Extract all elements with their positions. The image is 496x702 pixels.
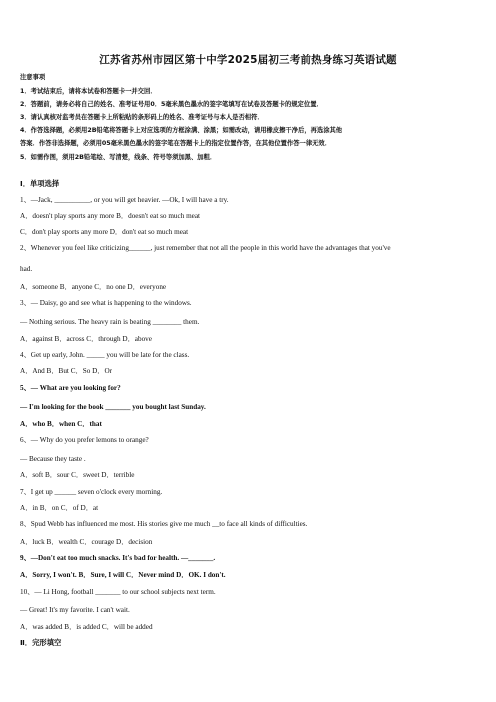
question-line: 10、— Li Hong, football _______ to our school subjects next term. (20, 588, 216, 596)
note-line: 答案．作答非选择题，必须用05毫米黑色墨水的签字笔在答题卡上的指定位置作答，在其他位置作答一律无效． (20, 140, 332, 147)
note-line: 1．考试结束后，请将本试卷和答题卡一并交回． (20, 88, 157, 95)
option-line: A．against B．across C．through D．above (20, 335, 152, 343)
note-line: 3．请认真核对监考员在答题卡上所粘贴的条形码上的姓名、准考证号与本人是否相符． (20, 114, 264, 121)
option-line: A．someone B．anyone C．no one D．everyone (20, 283, 167, 291)
option-line: A．doesn't play sports any more B．doesn't eat so much meat (20, 212, 201, 220)
question-line: — Nothing serious. The heavy rain is beating ________ them. (20, 318, 200, 326)
question-line: 6、— Why do you prefer lemons to orange? (20, 436, 149, 444)
option-line: A．And B．But C．So D．Or (20, 367, 113, 375)
note-line: 2．答题前，请务必将自己的姓名、准考证号用0．5毫米黑色墨水的签字笔填写在试卷及答题卡的规定位置． (20, 101, 323, 108)
option-line: A．Sorry, I won't. B．Sure, I will C．Never mind D．OK. I don't. (20, 571, 226, 579)
question-line: 2、Whenever you feel like criticizing______, just remember that not all the people in this world have the advantages that you've (20, 244, 391, 252)
question-line: 5、— What are you looking for? (20, 384, 121, 392)
notes-heading: 注意事项 (20, 74, 46, 81)
option-line: A．in B．on C．of D．at (20, 504, 99, 512)
option-line: A．luck B．wealth C．courage D．decision (20, 538, 153, 546)
option-line: A．soft B．sour C．sweet D．terrible (20, 471, 135, 479)
question-line: 3、— Daisy, go and see what is happening to the windows. (20, 299, 192, 307)
question-line: — I'm looking for the book _______ you bought last Sunday. (20, 403, 206, 411)
option-line: C．don't play sports any more D．don't eat so much meat (20, 228, 189, 236)
question-line: 7、I get up ______ seven o'clock every morning. (20, 488, 163, 496)
question-line: 4、Get up early, John. _____ you will be late for the class. (20, 351, 190, 359)
section-heading: Ⅱ．完形填空 (20, 638, 62, 647)
question-line: had. (20, 265, 33, 273)
question-line: — Because they taste . (20, 455, 86, 463)
section-heading: Ⅰ．单项选择 (20, 179, 60, 188)
question-line: 8、Spud Webb has influenced me most. His stories give me much __to face all kinds of difficulties. (20, 520, 308, 528)
question-line: 1、—Jack, __________, or you will get heavier. —Ok, I will have a try. (20, 196, 229, 204)
question-line: 9、—Don't eat too much snacks. It's bad for health. —_______. (20, 554, 216, 562)
option-line: A．who B．when C．that (20, 420, 102, 428)
question-line: — Great! It's my favorite. I can't wait. (20, 606, 130, 614)
option-line: A．was added B．is added C．will be added (20, 623, 153, 631)
page-title: 江苏省苏州市园区第十中学2025届初三考前热身练习英语试题 (99, 54, 397, 66)
note-line: 4．作答选择题，必须用2B铅笔将答题卡上对应选项的方框涂满、涂黑；如需改动，请用橡皮擦干净后，再选涂其他 (20, 127, 343, 134)
note-line: 5．如需作图，须用2B铅笔绘、写清楚，线条、符号等须加黑、加粗． (20, 154, 217, 161)
